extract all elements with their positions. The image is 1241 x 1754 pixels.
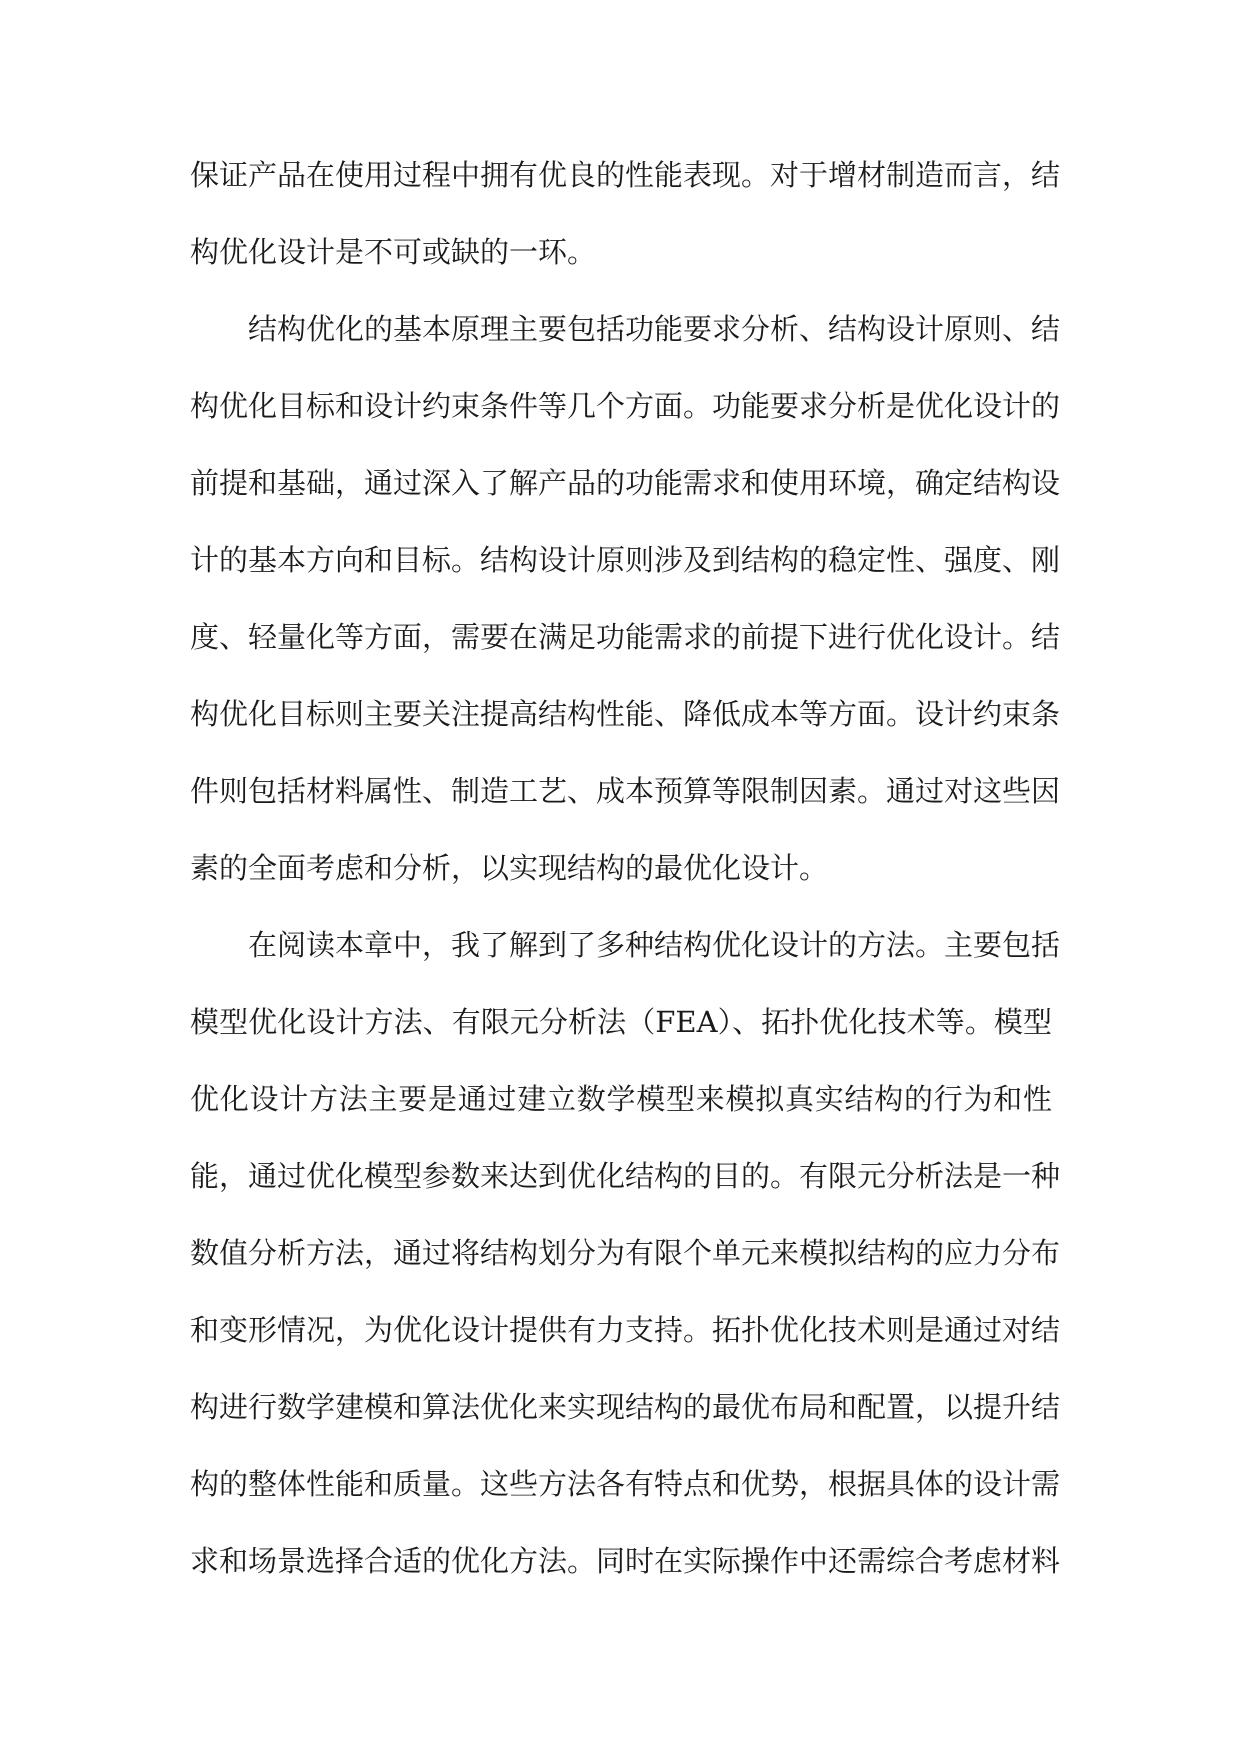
text-line: 数值分析方法，通过将结构划分为有限个单元来模拟结构的应力分布 [190, 1236, 1061, 1270]
text-line: 构优化目标和设计约束条件等几个方面。功能要求分析是优化设计的 [190, 389, 1061, 423]
text-line: 素的全面考虑和分析，以实现结构的最优化设计。 [190, 851, 829, 885]
text-line: 模型优化设计方法、有限元分析法（FEA）、拓扑优化技术等。模型 [190, 1005, 1052, 1039]
text-line: 求和场景选择合适的优化方法。同时在实际操作中还需综合考虑材料 [190, 1544, 1061, 1578]
text-line: 保证产品在使用过程中拥有优良的性能表现。对于增材制造而言，结 [190, 158, 1061, 192]
text-line: 优化设计方法主要是通过建立数学模型来模拟真实结构的行为和性 [190, 1082, 1052, 1116]
text-line: 件则包括材料属性、制造工艺、成本预算等限制因素。通过对这些因 [190, 774, 1061, 808]
text-line: 构的整体性能和质量。这些方法各有特点和优势，根据具体的设计需 [190, 1467, 1061, 1501]
paragraph [190, 912, 1061, 1605]
paragraph [190, 142, 1061, 296]
text-line: 构进行数学建模和算法优化来实现结构的最优布局和配置，以提升结 [190, 1390, 1061, 1424]
text-line: 前提和基础，通过深入了解产品的功能需求和使用环境，确定结构设 [190, 466, 1061, 500]
text-line: 和变形情况，为优化设计提供有力支持。拓扑优化技术则是通过对结 [190, 1313, 1061, 1347]
text-line: 能，通过优化模型参数来达到优化结构的目的。有限元分析法是一种 [190, 1159, 1061, 1193]
text-line: 结构优化的基本原理主要包括功能要求分析、结构设计原则、结 [248, 312, 1061, 346]
text-line: 构优化设计是不可或缺的一环。 [190, 235, 597, 269]
text-line: 构优化目标则主要关注提高结构性能、降低成本等方面。设计约束条 [190, 697, 1061, 731]
paragraph [190, 296, 1061, 912]
text-line: 度、轻量化等方面，需要在满足功能需求的前提下进行优化设计。结 [190, 620, 1061, 654]
text-line: 计的基本方向和目标。结构设计原则涉及到结构的稳定性、强度、刚 [190, 543, 1061, 577]
text-line: 在阅读本章中，我了解到了多种结构优化设计的方法。主要包括 [248, 928, 1061, 962]
body-text [190, 142, 1061, 1605]
